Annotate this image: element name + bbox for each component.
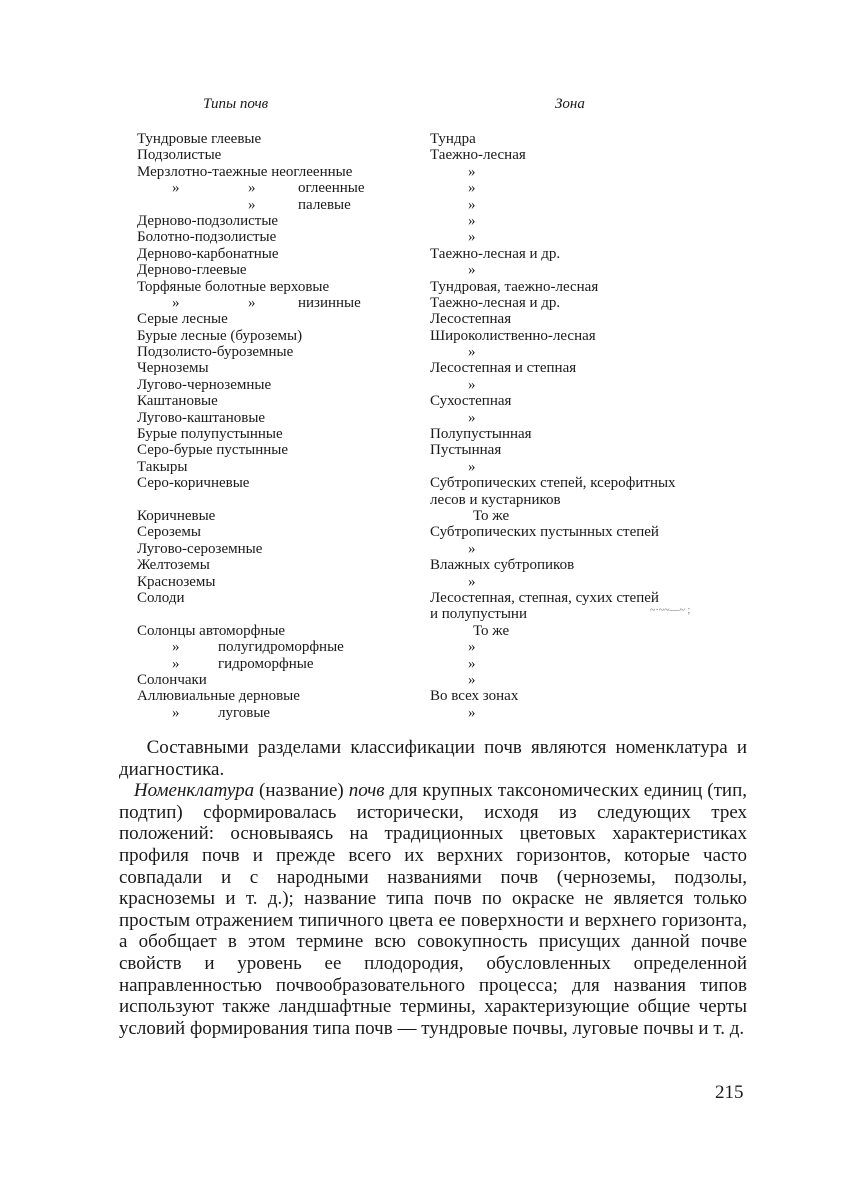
zone-cell: То же bbox=[473, 622, 510, 639]
zone-cell: Широколиственно-лесная bbox=[430, 327, 596, 344]
ditto-mark: » bbox=[468, 573, 476, 590]
zone-cell: Сухостепная bbox=[430, 393, 512, 410]
ditto-mark: » bbox=[468, 671, 476, 688]
zone-cell: Субтропических степей, ксерофитных bbox=[430, 475, 676, 492]
zone-cell: Лесостепная, степная, сухих степей bbox=[430, 589, 659, 606]
soil-type-cell: Серо-коричневые bbox=[137, 475, 250, 492]
zone-cell: Тундра bbox=[430, 131, 476, 147]
ditto-mark: » bbox=[172, 180, 180, 197]
zone-cell: Лесостепная bbox=[430, 311, 512, 328]
soil-type-cell: Такыры bbox=[137, 458, 188, 475]
zone-cell: Субтропических пустынных степей bbox=[430, 524, 659, 541]
soil-type-cell: Красноземы bbox=[137, 573, 216, 590]
soil-type-cell: Солонцы автоморфные bbox=[137, 622, 286, 639]
zone-cell: Таежно-лесная и др. bbox=[430, 245, 561, 262]
soil-subtype-cell: оглеенные bbox=[298, 180, 365, 197]
header-soil-types: Типы почв bbox=[203, 96, 269, 112]
zone-cell: Полупустынная bbox=[430, 426, 532, 443]
soil-subtype-cell: полугидроморфные bbox=[218, 639, 344, 656]
header-zone: Зона bbox=[555, 96, 585, 112]
ditto-mark: » bbox=[468, 540, 476, 557]
soil-type-cell: Тундровые глеевые bbox=[137, 131, 262, 147]
ditto-mark: » bbox=[468, 409, 476, 426]
zone-cell: Таежно-лесная bbox=[430, 147, 526, 164]
paragraph-1-text: Составными разделами классификации почв являются номенклатура и диагностика. bbox=[119, 737, 747, 780]
ditto-mark: » bbox=[248, 196, 256, 213]
ditto-mark: » bbox=[468, 639, 476, 656]
zone-cell: Тундровая, таежно-лесная bbox=[430, 278, 599, 295]
paragraph-2 bbox=[119, 780, 747, 1039]
soil-type-cell: Черноземы bbox=[137, 360, 209, 377]
ditto-mark: » bbox=[468, 163, 476, 180]
ditto-mark: » bbox=[172, 704, 180, 721]
ditto-mark: » bbox=[468, 376, 476, 393]
soil-type-cell: Подзолистые bbox=[137, 147, 222, 164]
soil-type-cell: Бурые лесные (буроземы) bbox=[137, 327, 303, 344]
soil-type-cell: Подзолисто-буроземные bbox=[137, 344, 294, 361]
zone-cell: лесов и кустарников bbox=[430, 491, 561, 508]
term-nomenclature: Номенклатура bbox=[133, 780, 255, 802]
soil-type-cell: Торфяные болотные верховые bbox=[137, 278, 330, 295]
paragraph-2-part-a: (название) bbox=[254, 780, 349, 802]
ditto-mark: » bbox=[468, 196, 476, 213]
zone-cell: Таежно-лесная и др. bbox=[430, 294, 561, 311]
soil-type-cell: Сероземы bbox=[137, 524, 201, 541]
paragraph-1 bbox=[119, 737, 747, 780]
ditto-mark: » bbox=[468, 655, 476, 672]
ditto-mark: » bbox=[468, 344, 476, 361]
ditto-mark: » bbox=[468, 212, 476, 229]
zone-cell: Лесостепная и степная bbox=[430, 360, 577, 377]
soil-type-cell: Лугово-каштановые bbox=[137, 409, 266, 426]
soil-subtype-cell: гидроморфные bbox=[218, 655, 314, 672]
soil-type-cell: Мерзлотно-таежные неоглеенные bbox=[137, 163, 353, 180]
ditto-mark: » bbox=[468, 180, 476, 197]
ditto-mark: » bbox=[468, 229, 476, 246]
paragraph-2-part-b: для крупных таксономических единиц (тип, подтип) сформировалась исторически, исходя из следующих трех положений: основываясь на традиционных цветовых характеристиках профиля почв и прежде всего их верхних горизонтов, которые часто совпадали и с народными названиями почв (черноземы, подзолы, красноземы и т. д.); название типа почв по окраске не является только простым отражением типичного цвета ее поверхности и верхнего горизонта, а обобщает в этом термине всю совокупность присущих данной почве свойств и уровень ее плодородия, обусловленных определенной направленностью почвообразовательного процесса; для названия типов используют также ландшафтные термины, характеризующие общие черты условий формирования типа почв — тундровые почвы, луговые почвы и т. д. bbox=[119, 780, 747, 1039]
ditto-mark: » bbox=[248, 294, 256, 311]
ditto-mark: » bbox=[468, 458, 476, 475]
soil-subtype-cell: луговые bbox=[218, 704, 271, 721]
ditto-mark: » bbox=[172, 639, 180, 656]
soil-type-cell: Каштановые bbox=[137, 393, 218, 410]
page-number: 215 bbox=[715, 1082, 744, 1103]
soil-type-cell: Солоди bbox=[137, 589, 185, 606]
soil-subtype-cell: низинные bbox=[298, 294, 361, 311]
soil-type-cell: Болотно-подзолистые bbox=[137, 229, 277, 246]
body-text bbox=[119, 737, 747, 1039]
term-soils: почв bbox=[348, 780, 385, 802]
soil-type-cell: Дерново-подзолистые bbox=[137, 212, 279, 229]
zone-cell: и полупустыни bbox=[430, 606, 527, 623]
ditto-mark: » bbox=[172, 655, 180, 672]
ditto-mark: » bbox=[248, 180, 256, 197]
zone-cell: То же bbox=[473, 507, 510, 524]
soil-type-cell: Дерново-глеевые bbox=[137, 262, 247, 279]
soil-type-cell: Аллювиальные дерновые bbox=[137, 688, 300, 705]
soil-type-cell: Серо-бурые пустынные bbox=[137, 442, 288, 459]
soil-type-cell: Коричневые bbox=[137, 507, 216, 524]
soil-type-cell: Желтоземы bbox=[137, 557, 210, 574]
ditto-mark: » bbox=[172, 294, 180, 311]
soil-type-cell: Серые лесные bbox=[137, 311, 228, 328]
ditto-mark: » bbox=[468, 704, 476, 721]
soil-type-cell: Дерново-карбонатные bbox=[137, 245, 279, 262]
zone-cell: Влажных субтропиков bbox=[430, 557, 575, 574]
zone-cell: Пустынная bbox=[430, 442, 502, 459]
ditto-mark: » bbox=[468, 262, 476, 279]
soil-type-cell: Лугово-сероземные bbox=[137, 540, 263, 557]
soil-type-cell: Лугово-черноземные bbox=[137, 376, 272, 393]
soil-type-cell: Солончаки bbox=[137, 671, 207, 688]
zone-cell: Во всех зонах bbox=[430, 688, 519, 705]
scan-artifact: ~·~~—~ ; bbox=[650, 605, 691, 616]
soil-type-cell: Бурые полупустынные bbox=[137, 426, 283, 443]
soil-subtype-cell: палевые bbox=[298, 196, 351, 213]
